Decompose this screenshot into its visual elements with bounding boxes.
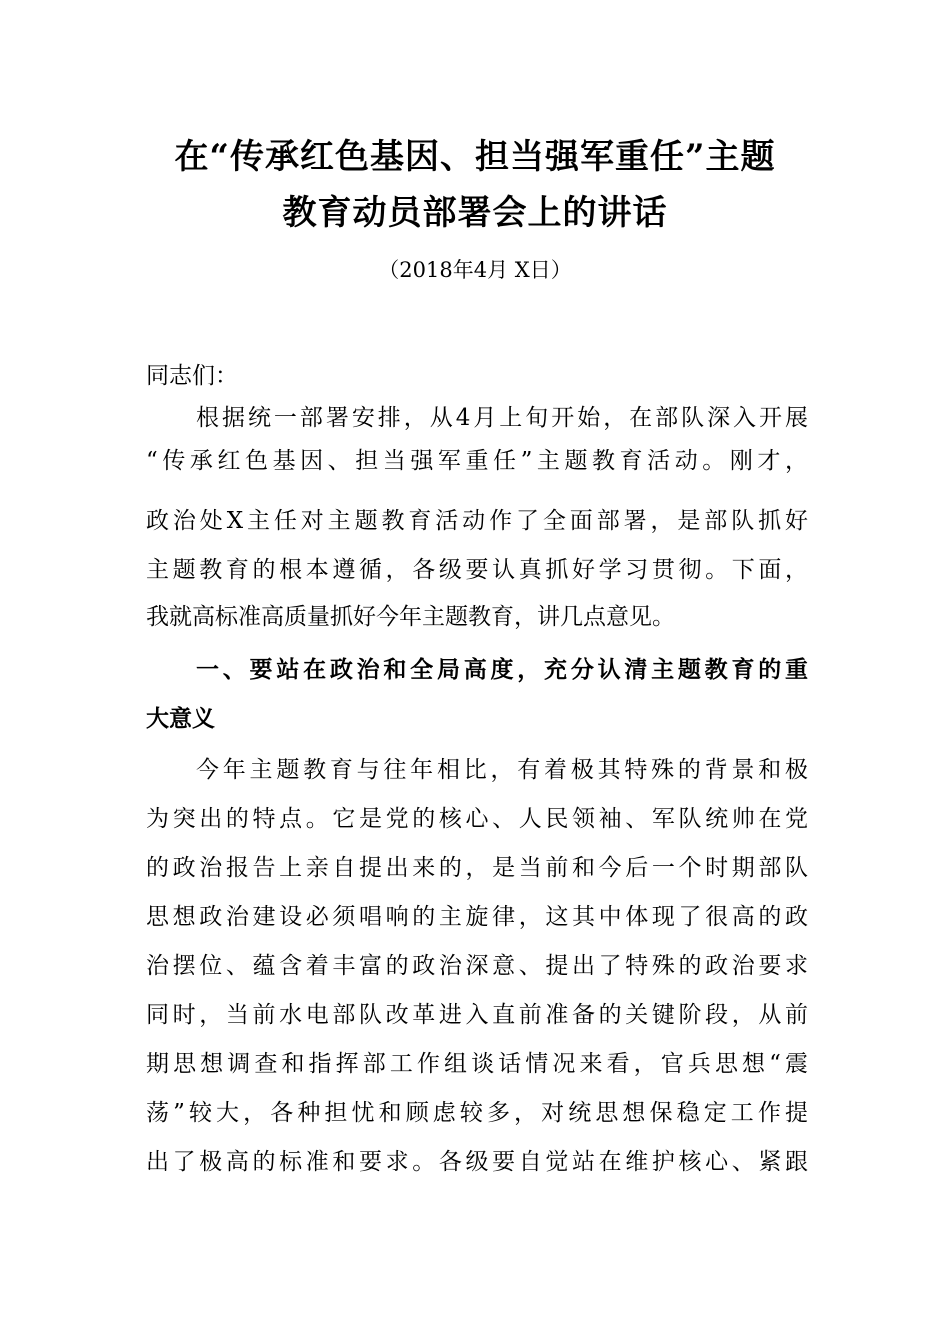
- body-line: 为突出的特点。它是党的核心、人民领袖、军队统帅在党: [146, 806, 808, 832]
- document-date: （2018年4月 X日）: [378, 258, 572, 282]
- section-heading: 大意义: [146, 706, 215, 732]
- body-line: 同时，当前水电部队改革进入直前准备的关键阶段，从前: [146, 1002, 808, 1028]
- section-heading: 一、要站在政治和全局高度，充分认清主题教育的重: [196, 657, 808, 683]
- body-line: 思想政治建设必须唱响的主旋律，这其中体现了很高的政: [146, 904, 808, 930]
- body-line: 治摆位、蕴含着丰富的政治深意、提出了特殊的政治要求: [146, 953, 808, 979]
- body-line: “传承红色基因、担当强军重任”主题教育活动。刚才，: [146, 448, 808, 474]
- body-line: 我就高标准高质量抓好今年主题教育，讲几点意见。: [146, 604, 675, 630]
- salutation: 同志们：: [146, 363, 238, 389]
- body-line: 期思想调查和指挥部工作组谈话情况来看，官兵思想“震: [146, 1051, 808, 1077]
- body-line: 主题教育的根本遵循，各级要认真抓好学习贯彻。下面，: [146, 557, 808, 583]
- body-line: 根据统一部署安排，从4月上旬开始，在部队深入开展: [196, 405, 808, 431]
- body-line: 今年主题教育与往年相比，有着极其特殊的背景和极: [196, 757, 808, 783]
- body-line: 政治处X主任对主题教育活动作了全面部署，是部队抓好: [146, 508, 808, 534]
- document-title-line-1: 在“传承红色基因、担当强军重任”主题: [174, 137, 776, 177]
- body-line: 出了极高的标准和要求。各级要自觉站在维护核心、紧跟: [146, 1149, 808, 1175]
- document-title-line-2: 教育动员部署会上的讲话: [282, 193, 668, 233]
- body-line: 荡”较大，各种担忧和顾虑较多，对统思想保稳定工作提: [146, 1100, 808, 1126]
- body-line: 的政治报告上亲自提出来的，是当前和今后一个时期部队: [146, 855, 808, 881]
